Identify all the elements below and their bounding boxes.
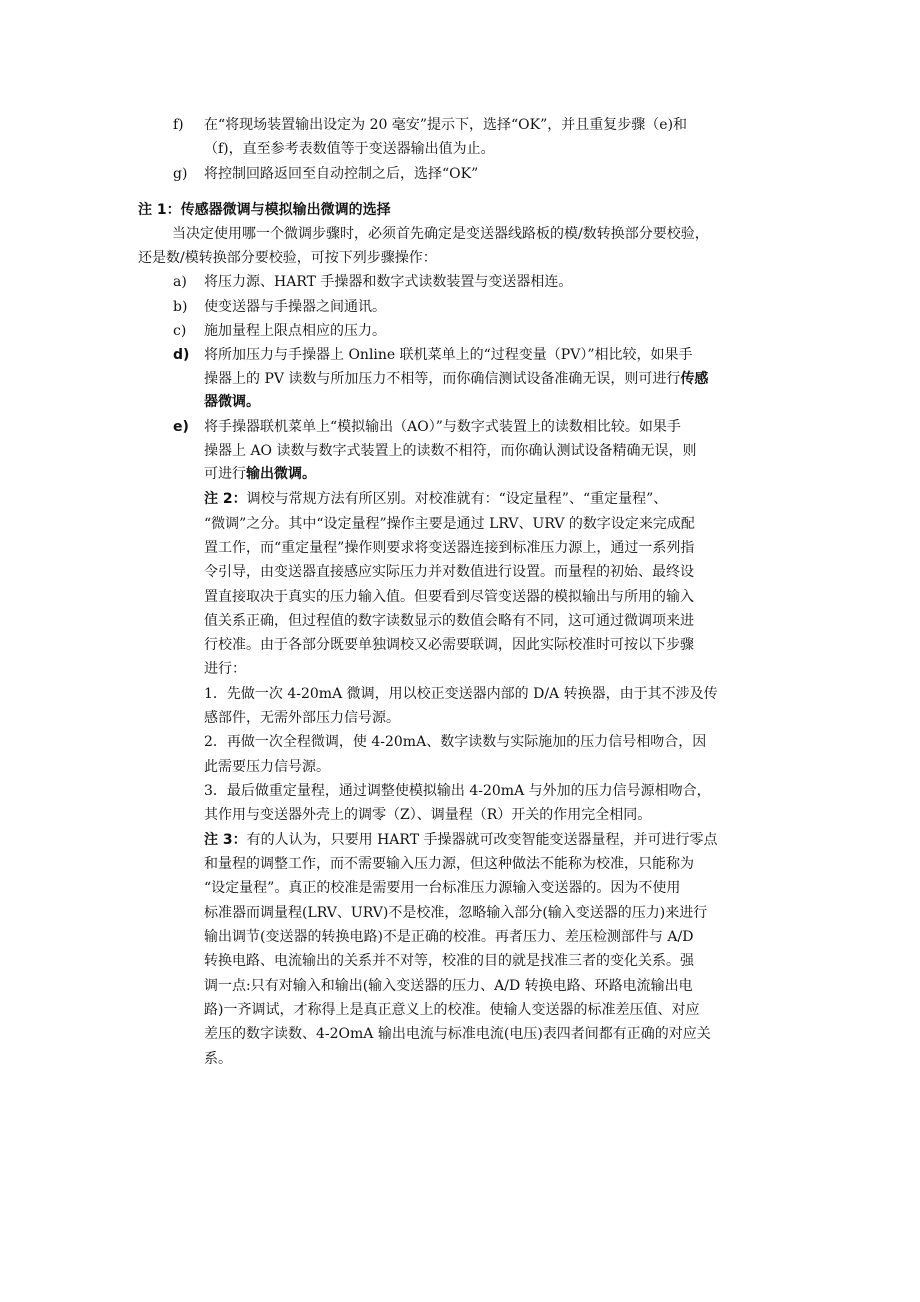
note2-line-1 bbox=[204, 488, 667, 510]
note3-line: 系。 bbox=[204, 1051, 232, 1067]
note3-line-1-text: 有的人认为，只要用 HART 手操器就可改变智能变送器量程，并可进行零点 bbox=[246, 832, 718, 848]
step-e-line-2: 操器上 AO 读数与数字式装置上的读数不相符，而你确认测试设备精确无误，则 bbox=[204, 443, 697, 459]
note2-line: 值关系正确，但过程值的数字读数显示的数值会略有不同，这可通过微调项来进 bbox=[204, 613, 694, 629]
step-a-text: 将压力源、HART 手操器和数字式读数装置与变送器相连。 bbox=[204, 274, 573, 290]
note2-line: 2．再做一次全程微调，使 4-20mA、数字读数与实际施加的压力信号相吻合，因 bbox=[204, 734, 707, 750]
step-b-label: b) bbox=[173, 299, 188, 315]
note2-line: 1．先做一次 4-20mA 微调，用以校正变送器内部的 D/A 转换器，由于其不涉及传 bbox=[204, 686, 718, 702]
step-c-label: c) bbox=[173, 323, 187, 339]
note2-line: 此需要压力信号源。 bbox=[204, 759, 330, 775]
intro-line-1: 当决定使用哪一个微调步骤时，必须首先确定是变送器线路板的模/数转换部分要校验， bbox=[172, 226, 709, 242]
step-e-term-output-trim: 输出微调。 bbox=[246, 466, 316, 482]
note2-line: 行校准。由于各部分既要单独调校又必需要联调，因此实际校准时可按以下步骤 bbox=[204, 637, 694, 653]
step-e-label: e) bbox=[173, 419, 189, 435]
step-d-line-2 bbox=[204, 368, 708, 390]
step-c-text: 施加量程上限点相应的压力。 bbox=[204, 323, 386, 339]
step-d-line-1: 将所加压力与手操器上 Online 联机菜单上的“过程变量（PV）”相比较，如果手 bbox=[204, 347, 693, 363]
intro-line-2: 还是数/模转换部分要校验，可按下列步骤操作： bbox=[138, 250, 437, 266]
note3-line: 转换电路、电流输出的关系并不对等，校准的目的就是找准三者的变化关系。强 bbox=[204, 953, 694, 969]
note3-line: “设定量程”。真正的校准是需要用一台标准压力源输入变送器的。因为不使用 bbox=[204, 880, 681, 896]
step-e-line-3-text: 可进行 bbox=[204, 466, 246, 482]
step-d-term-sensor-trim: 传感 bbox=[680, 371, 709, 387]
step-d-line-2-text: 操器上的 PV 读数与所加压力不相等，而你确信测试设备准确无误，则可进行 bbox=[204, 371, 681, 387]
note2-line: 感部件，无需外部压力信号源。 bbox=[204, 710, 400, 726]
note3-line: 标准器而调量程(LRV、URV)不是校准，忽略输入部分(输入变送器的压力)来进行 bbox=[204, 905, 708, 921]
step-a-label: a) bbox=[173, 274, 187, 290]
note1-heading: 注 1：传感器微调与模拟输出微调的选择 bbox=[138, 202, 391, 218]
step-e-line-1: 将手操器联机菜单上“模拟输出（AO）”与数字式装置上的读数相比较。如果手 bbox=[204, 419, 681, 435]
note2-line: 其作用与变送器外壳上的调零（Z）、调量程（R）开关的作用完全相同。 bbox=[204, 807, 652, 823]
note2-line: 进行： bbox=[204, 661, 246, 677]
note3-line-1 bbox=[204, 829, 717, 851]
note3-line: 调一点:只有对输入和输出(输入变送器的压力、A/D 转换电路、环路电流输出电 bbox=[204, 978, 693, 994]
step-e-line-3 bbox=[204, 463, 316, 485]
note2-line: 3．最后做重定量程，通过调整使模拟输出 4-20mA 与外加的压力信号源相吻合， bbox=[204, 783, 711, 799]
note3-line: 和量程的调整工作，而不需要输入压力源，但这种做法不能称为校准，只能称为 bbox=[204, 856, 694, 872]
note2-line-1-text: 调校与常规方法有所区别。对校准就有：“设定量程”、“重定量程”、 bbox=[246, 491, 668, 507]
note2-heading: 注 2： bbox=[204, 491, 247, 507]
step-f-line-2: （f)，直至参考表数值等于变送器输出值为止。 bbox=[204, 141, 495, 157]
note3-line: 输出调节(变送器的转换电路)不是正确的校准。再者压力、差压检测部件与 A/D bbox=[204, 929, 694, 945]
note2-line: 置直接取决于真实的压力输入值。但要看到尽管变送器的模拟输出与所用的输入 bbox=[204, 589, 694, 605]
step-f-line-1: 在“将现场装置输出设定为 20 毫安”提示下，选择“OK”，并且重复步骤（e)和 bbox=[204, 117, 688, 133]
step-f-label: f) bbox=[173, 117, 184, 133]
note3-heading: 注 3： bbox=[204, 832, 247, 848]
note2-line: 置工作，而“重定量程”操作则要求将变送器连接到标准压力源上，通过一系列指 bbox=[204, 540, 695, 556]
step-g-label: g) bbox=[173, 166, 188, 182]
note2-line: 令引导，由变送器直接感应实际压力并对数值进行设置。而量程的初始、最终设 bbox=[204, 564, 694, 580]
step-g-line-1: 将控制回路返回至自动控制之后，选择“OK” bbox=[204, 166, 479, 182]
step-b-text: 使变送器与手操器之间通讯。 bbox=[204, 299, 386, 315]
step-d-line-3: 器微调。 bbox=[204, 394, 260, 410]
note3-line: 差压的数字读数、4-2OmA 输出电流与标准电流(电压)表四者间都有正确的对应关 bbox=[204, 1026, 711, 1042]
note2-line: “微调”之分。其中“设定量程”操作主要是通过 LRV、URV 的数字设定来完成配 bbox=[204, 516, 695, 532]
step-d-label: d) bbox=[173, 347, 190, 363]
note3-line: 路)一齐调试，才称得上是真正意义上的校准。使输人变送器的标准差压值、对应 bbox=[204, 1002, 700, 1018]
